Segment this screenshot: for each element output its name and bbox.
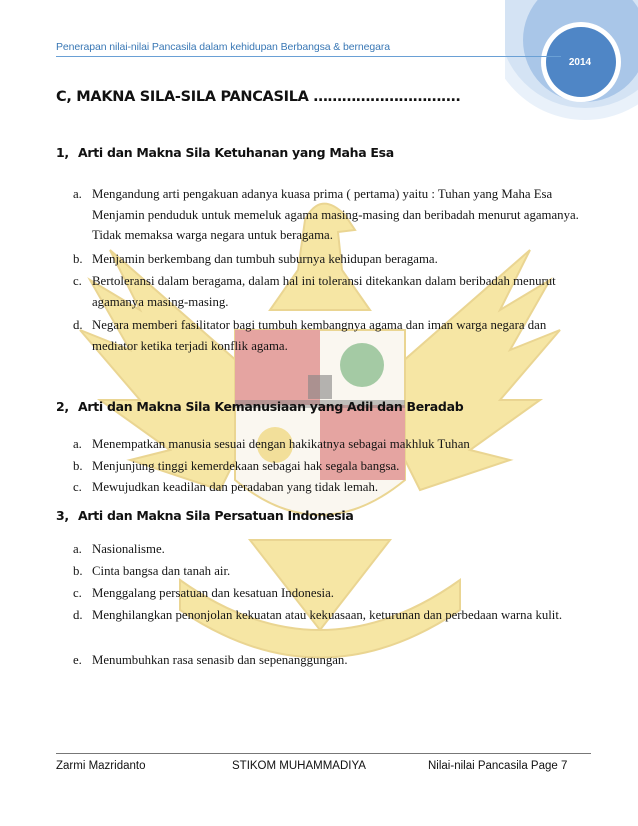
footer-author: Zarmi Mazridanto <box>56 760 146 772</box>
list-item-text: Bertoleransi dalam beragama, dalam hal ini toleransi ditekankan dalam beribadah menurut agamanya masing-masing. <box>92 274 556 309</box>
running-header: Penerapan nilai-nilai Pancasila dalam kehidupan Berbangsa & bernegara <box>56 41 390 53</box>
subsection-number: 1, <box>56 145 69 160</box>
list-item <box>73 434 588 455</box>
list-item <box>73 561 588 582</box>
list-item <box>73 271 588 312</box>
list-item <box>73 477 588 498</box>
subsection-title: Arti dan Makna Sila Persatuan Indonesia <box>78 508 354 523</box>
list-item-text: Negara memberi fasilitator bagi tumbuh kembangnya agama dan iman warga negara dan mediator ketika terjadi konflik agama. <box>92 318 547 353</box>
list-marker: b. <box>73 459 83 473</box>
list-marker: a. <box>73 437 82 451</box>
list-item-text: Nasionalisme. <box>92 542 165 556</box>
list-item <box>73 539 588 560</box>
list-item-text: Menjunjung tinggi kemerdekaan sebagai hak segala bangsa. <box>92 459 400 473</box>
section-title: C, MAKNA SILA-SILA PANCASILA …………………………. <box>56 89 461 105</box>
list-marker: c. <box>73 480 82 494</box>
list-item <box>73 184 588 246</box>
list-marker: b. <box>73 564 83 578</box>
list-item-text: Mewujudkan keadilan dan peradaban yang tidak lemah. <box>92 480 379 494</box>
subsection-1-heading <box>56 145 394 160</box>
list-item <box>73 315 588 356</box>
list-item-text: Mengandung arti pengakuan adanya kuasa prima ( pertama) yaitu : Tuhan yang Maha Esa Menjamin penduduk untuk memeluk agama masing-masing dan beribadah menurut agamanya. Tidak memaksa warga negara untuk beragama. <box>92 187 579 242</box>
list-item <box>73 605 588 626</box>
subsection-2-heading <box>56 399 463 414</box>
subsection-title: Arti dan Makna Sila Kemanusiaan yang Adil dan Beradab <box>78 399 464 414</box>
list-item <box>73 650 588 671</box>
list-item-text: Menggalang persatuan dan kesatuan Indonesia. <box>92 586 334 600</box>
list-item-text: Menumbuhkan rasa senasib dan sepenanggungan. <box>92 653 348 667</box>
footer-page-number: Nilai-nilai Pancasila Page 7 <box>428 760 568 772</box>
list-marker: c. <box>73 274 82 288</box>
list-marker: e. <box>73 653 82 667</box>
list-item-text: Cinta bangsa dan tanah air. <box>92 564 231 578</box>
list-marker: d. <box>73 608 83 622</box>
list-item-text: Menghilangkan penonjolan kekuatan atau kekuasaan, keturunan dan perbedaan warna kulit. <box>92 608 563 622</box>
list-item-text: Menempatkan manusia sesuai dengan hakikatnya sebagai makhluk Tuhan <box>92 437 470 451</box>
list-marker: b. <box>73 252 83 266</box>
list-item <box>73 249 588 270</box>
list-marker: a. <box>73 542 82 556</box>
list-marker: a. <box>73 187 82 201</box>
list-marker: d. <box>73 318 83 332</box>
subsection-title: Arti dan Makna Sila Ketuhanan yang Maha Esa <box>78 145 394 160</box>
subsection-number: 2, <box>56 399 69 414</box>
list-item <box>73 456 588 477</box>
list-marker: c. <box>73 586 82 600</box>
subsection-3-heading <box>56 508 353 523</box>
header-divider <box>56 56 561 57</box>
header-year: 2014 <box>568 57 592 68</box>
footer-institution: STIKOM MUHAMMADIYA <box>232 760 366 772</box>
list-item <box>73 583 588 604</box>
subsection-number: 3, <box>56 508 69 523</box>
list-item-text: Menjamin berkembang dan tumbuh suburnya kehidupan beragama. <box>92 252 438 266</box>
footer-divider <box>56 753 591 754</box>
